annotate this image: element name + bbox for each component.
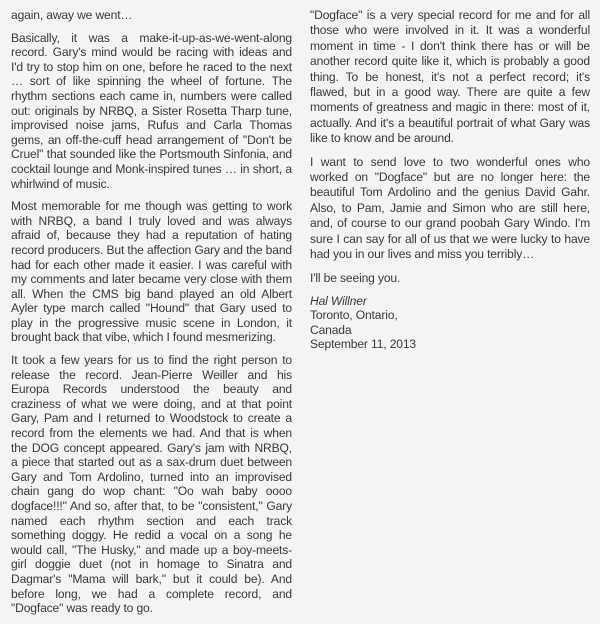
signature-city: Toronto, Ontario, [310,308,398,323]
paragraph-love: I want to send love to two wonderful ones who worked on "Dogface" but are no longer here: the beautiful Tom Ardolino and the genius David Gahr. Also, to Pam, Jamie and Simon who are still here, and, of course to our grand poobah Gary Windo. I'm sure I can say for all of us that we were lucky to have had you in our lives and miss you terribly… [310,154,590,262]
left-column [11,8,292,624]
right-column [310,8,590,352]
signature-name: Hal Willner [310,293,367,308]
paragraph-seeing-you: I'll be seeing you. [310,270,401,285]
paragraph-nrbq: Most memorable for me though was getting to work with NRBQ, a band I truly loved and was always afraid of, because they had a reputation of hating record producers. But the affection Gary and the band had for each other made it easier. I was careful with my comments and later became very close with them all. When the CMS big band played an old Albert Ayler type march called "Hound" that Gary used to play in the progressive music scene in London, it brought back that vibe, which I found mesmerizing. [11,199,292,345]
paragraph-intro: again, away we went… [11,8,133,22]
signature-block [310,294,590,352]
signature-country: Canada [310,322,352,337]
paragraph-make-it-up: Basically, it was a make-it-up-as-we-went-along record. Gary's mind would be racing with ideas and I'd try to stop him on one, before he raced to the next … sort of like spinning the wheel of fortune. The rhythm sections each came in, numbers were called out: originals by NRBQ, a Sister Rosetta Tharp tune, improvised noise jams, Rufus and Carla Thomas gems, an off-the-cuff head arrangement of "Don't be Cruel" that sounded like the Portsmouth Sinfonia, and cocktail lounge and Monk-inspired tunes … in short, a whirlwind of music. [11,30,292,191]
signature-date: September 11, 2013 [310,337,416,352]
paragraph-release: It took a few years for us to find the right person to release the record. Jean-Pierre Weiller and his Europa Records understood the beauty and craziness of what we were doing, and at that point Gary, Pam and I returned to Woodstock to create a record from the elements we had. And that is when the DOG concept appeared. Gary's jam with NRBQ, a piece that started out as a sax-drum duet between Gary and Tom Ardolino, turned into an improvised chain gang do wop chant: "Oo wah baby oooo dogface!!!" And so, after that, to be "consistent," Gary named each rhythm section and each track something doggy. He redid a vocal on a song he would call, "The Husky," and made up a boy-meets-girl doggie duet (not in homage to Sinatra and Dagmar's "Mama will bark," but it could be). And before long, we had a complete record, and "Dogface" was ready to go. [11,353,292,616]
paragraph-dogface-special: "Dogface" is a very special record for me and for all those who were involved in it. It was a wonderful moment in time - I don't think there has or will be another record quite like it, which is probably a good thing. To be honest, it's not a perfect record; it's flawed, but in a good way. There are quite a few moments of greatness and magic in there: most of it, actually. And it's a beautiful portrait of what Gary was like to know and be around. [310,8,590,146]
